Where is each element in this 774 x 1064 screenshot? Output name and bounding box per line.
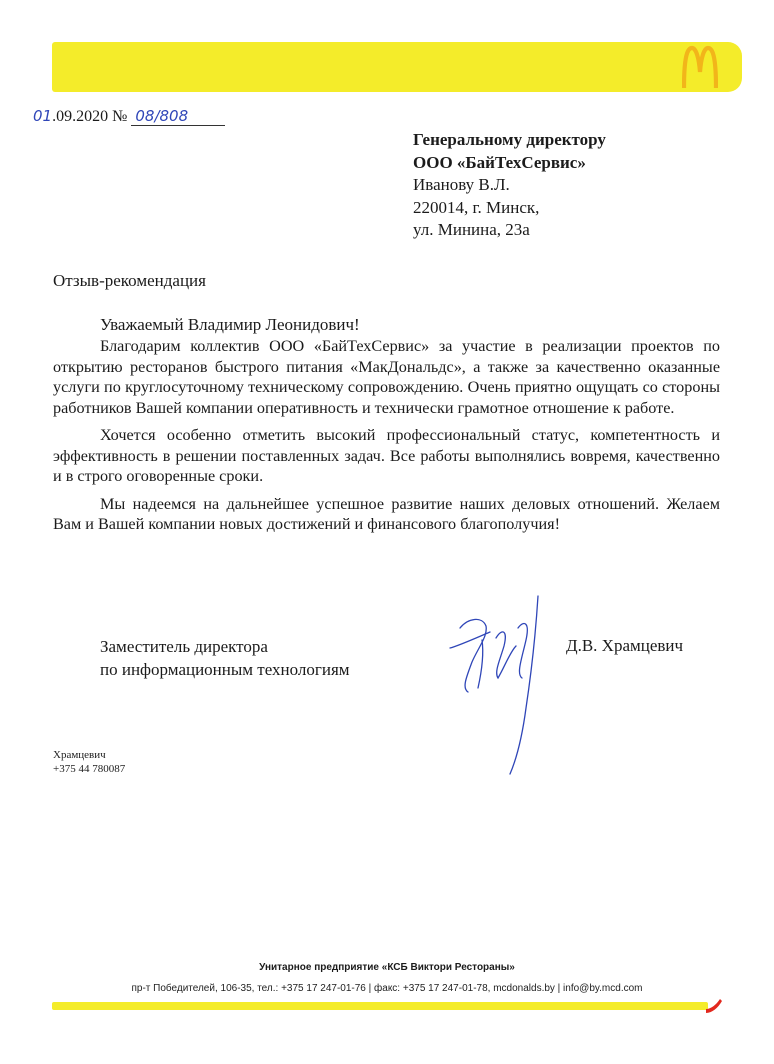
footer-contacts: пр-т Победителей, 106-35, тел.: +375 17 247-01-76 | факс: +375 17 247-01-78, mcdonalds.by | info@by.mcd.com <box>131 983 643 994</box>
letter-number-handwritten: 08/808 <box>131 107 225 126</box>
footer-company-name: Унитарное предприятие «КСБ Виктори Рестораны» <box>259 962 515 973</box>
signatory-position <box>100 636 350 681</box>
signatory-position-line: по информационным технологиям <box>100 659 350 679</box>
body-paragraph: Хочется особенно отметить высокий профессиональный статус, компетентность и эффективность в решении поставленных задач. Все работы выполнялись вовремя, качественно и в строго оговоренные сроки. <box>53 426 720 485</box>
handwritten-signature-icon <box>438 588 558 778</box>
date-day-handwritten: 01 <box>33 107 53 125</box>
addressee-block <box>413 129 606 242</box>
addressee-company: ООО «БайТехСервис» <box>413 152 586 172</box>
signatory-position-line: Заместитель директора <box>100 637 268 656</box>
body-paragraph: Мы надеемся на дальнейшее успешное развитие наших деловых отношений. Желаем Вам и Вашей компании новых достижений и финансового благополучия! <box>53 494 720 533</box>
addressee-name: Иванову В.Л. <box>413 175 510 194</box>
date-text: .09.2020 № <box>52 108 128 125</box>
addressee-address-city: 220014, г. Минск, <box>413 197 540 217</box>
signatory-name: Д.В. Храмцевич <box>566 636 684 655</box>
body-paragraph: Благодарим коллектив ООО «БайТехСервис» за участие в реализации проектов по открытию ресторанов быстрого питания «МакДональдс», а также за качественно оказанные услуги по круглосуточному техническому сопровождению. Очень приятно ощущать со стороны работников Вашей компании оперативность и технически грамотное отношение к работе. <box>53 337 720 417</box>
executor-phone: +375 44 780087 <box>53 763 126 775</box>
addressee-position: Генеральному директору <box>413 130 606 149</box>
letter-date-number <box>33 107 225 126</box>
addressee-address-street: ул. Минина, 23а <box>413 220 530 239</box>
header-yellow-band <box>52 42 742 92</box>
golden-arches-icon <box>682 44 718 90</box>
footer-yellow-band <box>52 1002 708 1010</box>
letter-salutation: Уважаемый Владимир Леонидович! <box>100 315 360 334</box>
footer-accent-icon <box>706 999 722 1013</box>
letter-body <box>53 336 720 542</box>
letter-subject: Отзыв-рекомендация <box>53 271 206 290</box>
executor-name: Храмцевич <box>53 749 106 761</box>
executor-contact <box>53 748 125 776</box>
